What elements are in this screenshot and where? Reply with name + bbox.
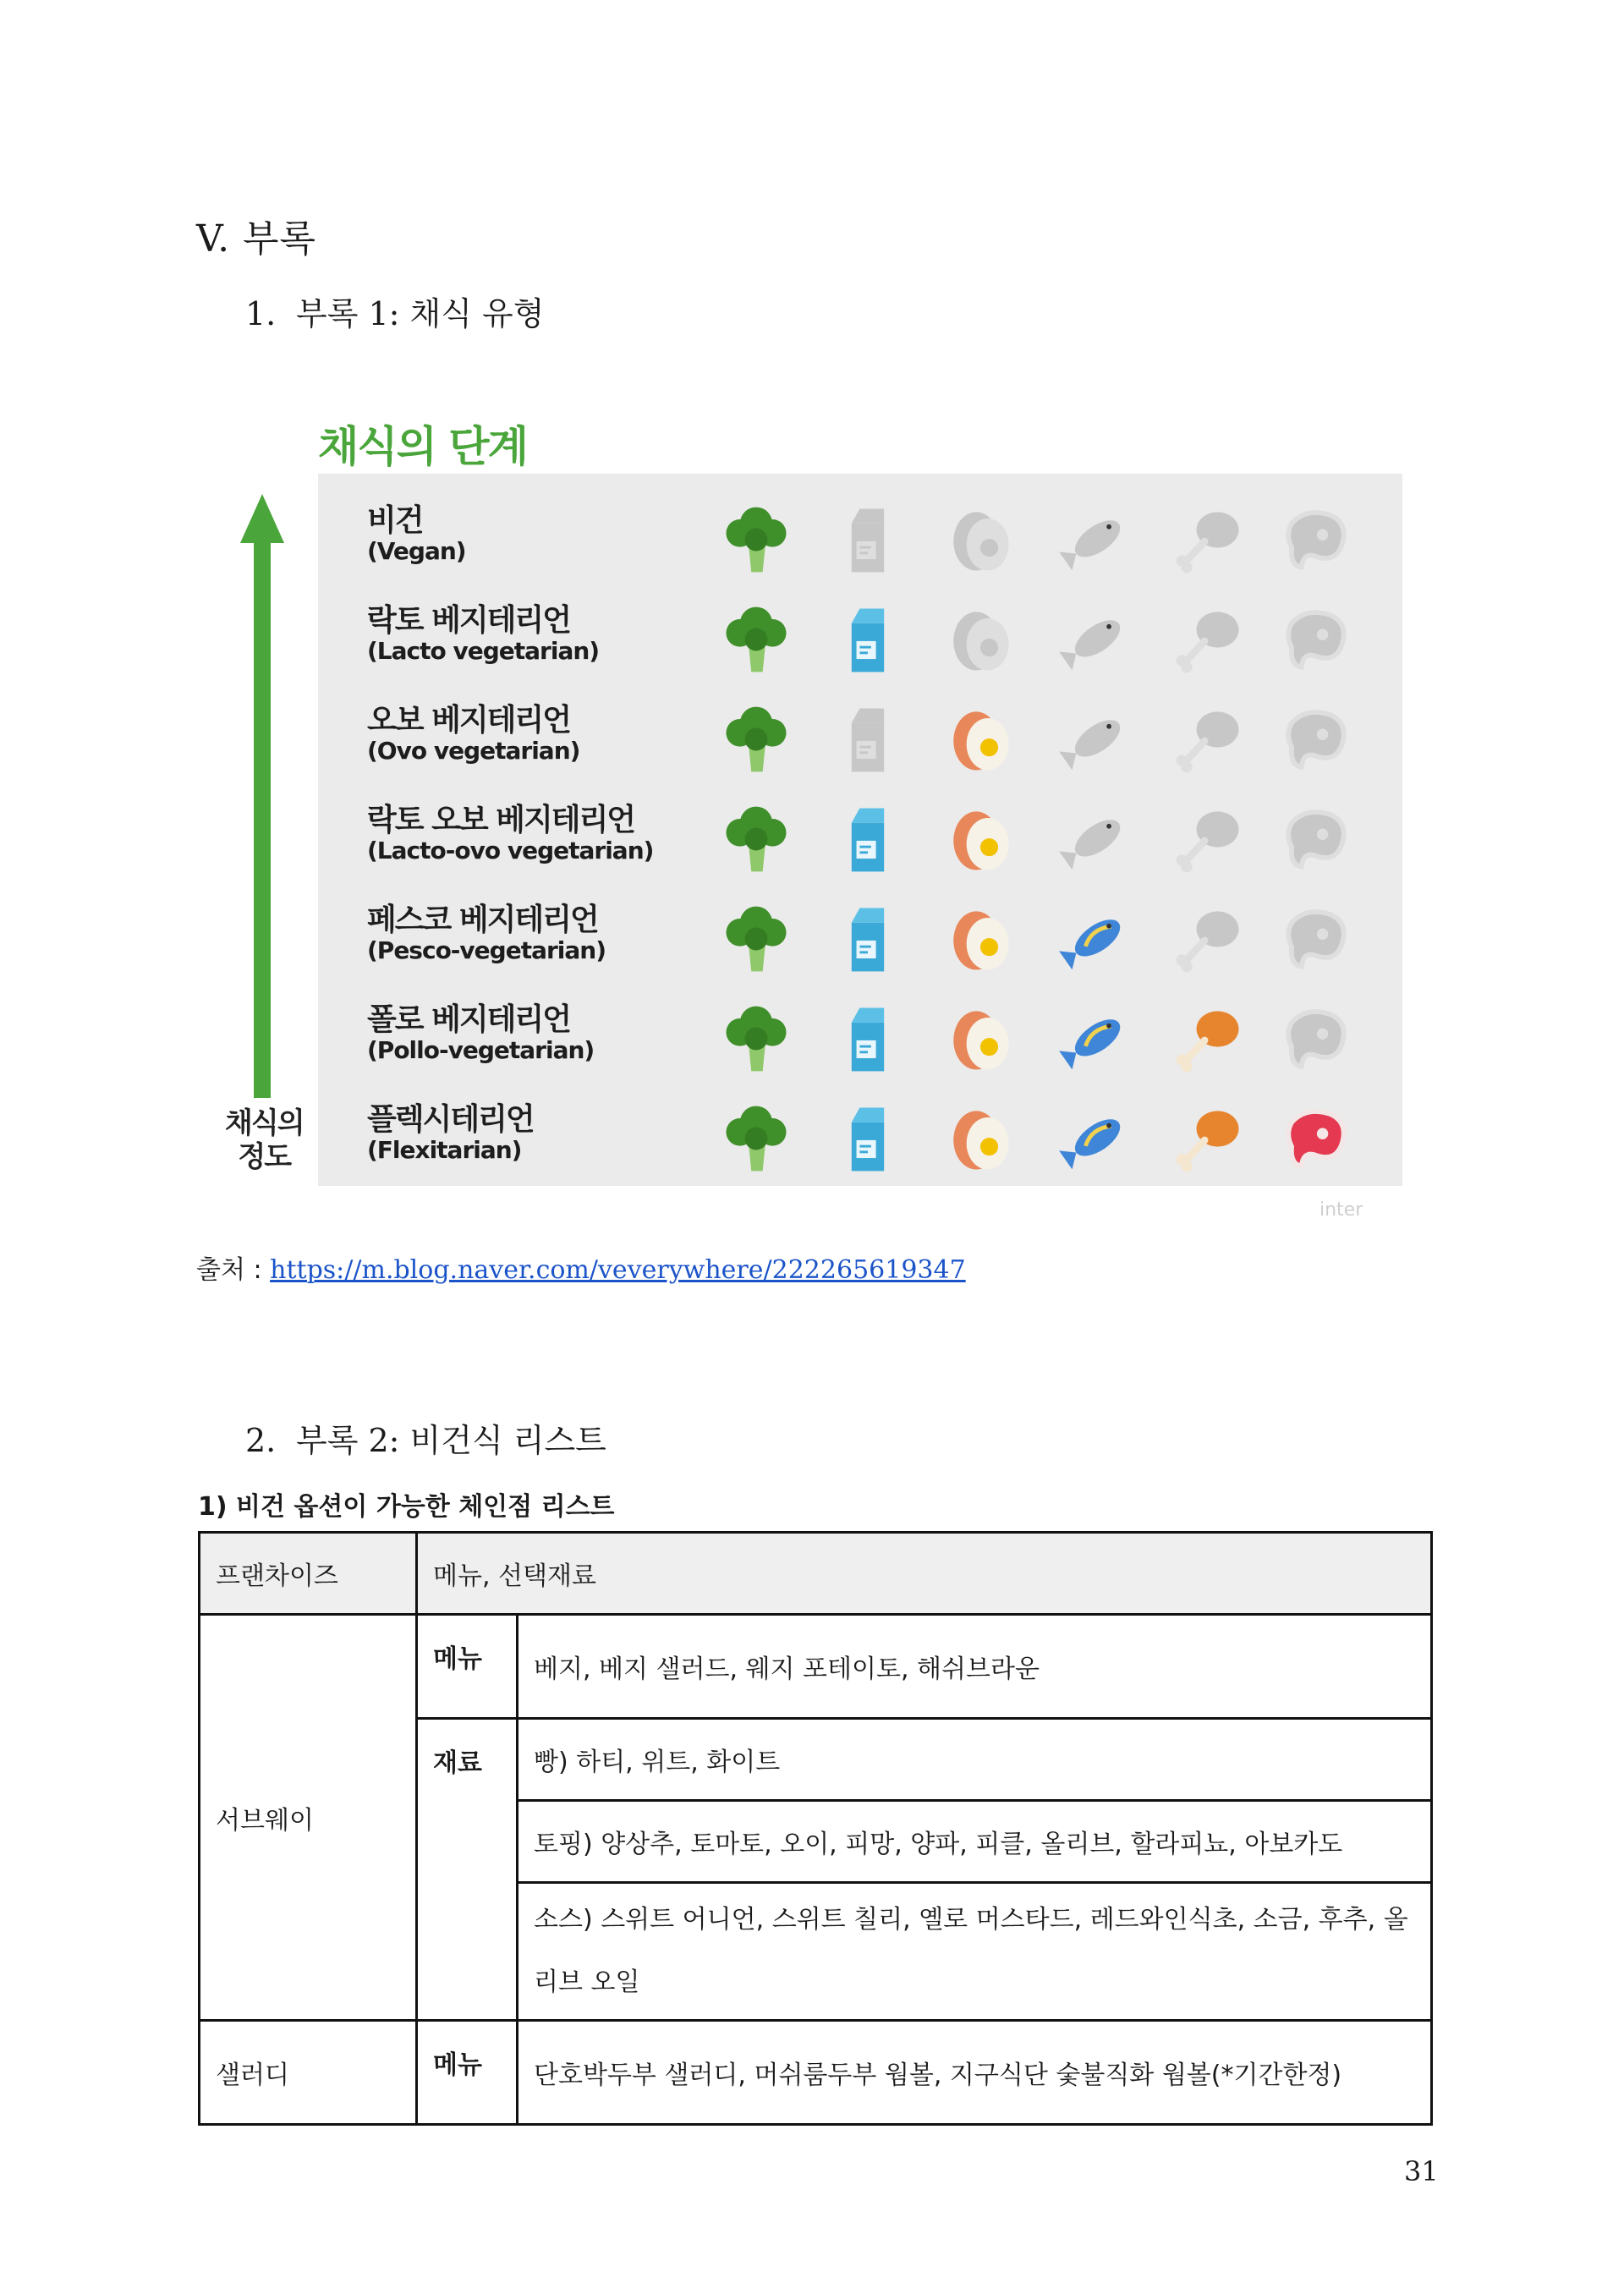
egg-icon (939, 599, 1020, 680)
diet-row (318, 795, 1402, 895)
table-row (200, 1615, 1432, 1719)
appendix2-number: 2. (245, 1422, 277, 1459)
milk-icon (827, 599, 908, 680)
subway-menu-label: 메뉴 (417, 1615, 518, 1719)
broccoli-icon (716, 599, 797, 680)
source-line (196, 1249, 966, 1286)
broccoli-icon (716, 699, 797, 780)
egg-icon (939, 499, 1020, 580)
milk-icon (827, 699, 908, 780)
chicken-leg-icon (1167, 799, 1248, 880)
diet-row-label (367, 1003, 594, 1064)
diet-stage-panel (318, 474, 1402, 1186)
broccoli-icon (716, 499, 797, 580)
meat-icon (1274, 998, 1355, 1079)
section-title: V. 부록 (196, 217, 317, 261)
meat-icon (1274, 699, 1355, 780)
meat-icon (1274, 1098, 1355, 1179)
source-label: 출처 : (196, 1255, 271, 1285)
diet-name-ko: 락토 오보 베지테리언 (367, 803, 635, 837)
diet-row-label (367, 504, 466, 565)
diet-name-en: (Lacto vegetarian) (367, 637, 600, 665)
chicken-leg-icon (1167, 998, 1248, 1079)
axis-label-line2: 정도 (238, 1140, 291, 1174)
broccoli-icon (716, 998, 797, 1079)
diet-name-en: (Ovo vegetarian) (367, 737, 580, 765)
egg-icon (939, 799, 1020, 880)
diet-row-label (367, 1103, 534, 1164)
fish-icon (1056, 799, 1137, 880)
appendix2-heading (245, 1414, 606, 1461)
chicken-leg-icon (1167, 898, 1248, 980)
header-menu: 메뉴, 선택재료 (417, 1533, 1432, 1615)
milk-icon (827, 499, 908, 580)
table-header-row (200, 1533, 1432, 1615)
diet-name-en: (Lacto-ovo vegetarian) (367, 837, 654, 864)
subway-bread: 빵) 하티, 위트, 화이트 (518, 1719, 1432, 1801)
fish-icon (1056, 599, 1137, 680)
diet-name-en: (Flexitarian) (367, 1136, 522, 1164)
table-subheading: 1) 비건 옵션이 가능한 체인점 리스트 (198, 1492, 615, 1522)
egg-icon (939, 898, 1020, 980)
fish-icon (1056, 998, 1137, 1079)
diet-row-label (367, 704, 579, 765)
diet-row-label (367, 903, 606, 964)
diet-name-ko: 플렉시테리언 (367, 1102, 534, 1137)
diet-name-ko: 폴로 베지테리언 (367, 1002, 570, 1037)
fish-icon (1056, 1098, 1137, 1179)
subway-ingredient-label: 재료 (417, 1719, 518, 2021)
fish-icon (1056, 898, 1137, 980)
appendix1-heading (245, 288, 544, 334)
subway-menu: 베지, 베지 샐러드, 웨지 포테이토, 해쉬브라운 (518, 1615, 1432, 1719)
table-row (200, 2021, 1432, 2125)
figure-axis-label (225, 1106, 304, 1174)
diet-name-ko: 비건 (367, 503, 423, 538)
milk-icon (827, 799, 908, 880)
chicken-leg-icon (1167, 699, 1248, 780)
milk-icon (827, 998, 908, 1079)
diet-row (318, 595, 1402, 695)
diet-row-label (367, 804, 653, 864)
saladi-menu-label: 메뉴 (417, 2021, 518, 2125)
diet-name-en: (Pesco-vegetarian) (367, 936, 606, 964)
chicken-leg-icon (1167, 1098, 1248, 1179)
appendix1-number: 1. (245, 295, 277, 332)
diet-row (318, 496, 1402, 595)
fish-icon (1056, 499, 1137, 580)
egg-icon (939, 1098, 1020, 1179)
appendix2-title: 부록 2: 비건식 리스트 (296, 1422, 606, 1459)
fish-icon (1056, 699, 1137, 780)
franchise-saladi: 샐러디 (200, 2021, 417, 2125)
appendix1-title: 부록 1: 채식 유형 (296, 295, 545, 332)
arrow-up-icon (237, 491, 288, 1100)
chicken-leg-icon (1167, 499, 1248, 580)
subway-topping: 토핑) 양상추, 토마토, 오이, 피망, 양파, 피클, 올리브, 할라피뇨, 아보카도 (518, 1801, 1432, 1883)
diet-name-ko: 오보 베지테리언 (367, 703, 570, 738)
franchise-subway: 서브웨이 (200, 1615, 417, 2021)
header-franchise: 프랜차이즈 (200, 1533, 417, 1615)
diet-row (318, 895, 1402, 995)
saladi-menu: 단호박두부 샐러디, 머쉬룸두부 웜볼, 지구식단 숯불직화 웜볼(*기간한정) (518, 2021, 1432, 2125)
milk-icon (827, 898, 908, 980)
diet-name-ko: 페스코 베지테리언 (367, 903, 598, 937)
diet-row (318, 1095, 1402, 1194)
meat-icon (1274, 499, 1355, 580)
diet-row (318, 995, 1402, 1095)
meat-icon (1274, 898, 1355, 980)
meat-icon (1274, 599, 1355, 680)
axis-label-line1: 채식의 (225, 1106, 304, 1140)
egg-icon (939, 699, 1020, 780)
diet-row (318, 695, 1402, 795)
broccoli-icon (716, 799, 797, 880)
diet-row-label (367, 604, 599, 665)
page-number: 31 (1404, 2155, 1439, 2187)
diet-name-en: (Vegan) (367, 537, 466, 565)
egg-icon (939, 998, 1020, 1079)
broccoli-icon (716, 898, 797, 980)
diet-name-en: (Pollo-vegetarian) (367, 1036, 595, 1064)
subway-sauce: 소스) 스위트 어니언, 스위트 칠리, 옐로 머스타드, 레드와인식초, 소금, 후추, 올리브 오일 (518, 1883, 1432, 2021)
chicken-leg-icon (1167, 599, 1248, 680)
diet-name-ko: 락토 베지테리언 (367, 603, 570, 638)
vegan-chain-table (198, 1531, 1433, 2126)
broccoli-icon (716, 1098, 797, 1179)
meat-icon (1274, 799, 1355, 880)
figure-watermark: inter (1320, 1199, 1363, 1221)
figure-title: 채식의 단계 (318, 422, 527, 471)
source-link[interactable]: https://m.blog.naver.com/veverywhere/222265619347 (270, 1255, 966, 1285)
milk-icon (827, 1098, 908, 1179)
